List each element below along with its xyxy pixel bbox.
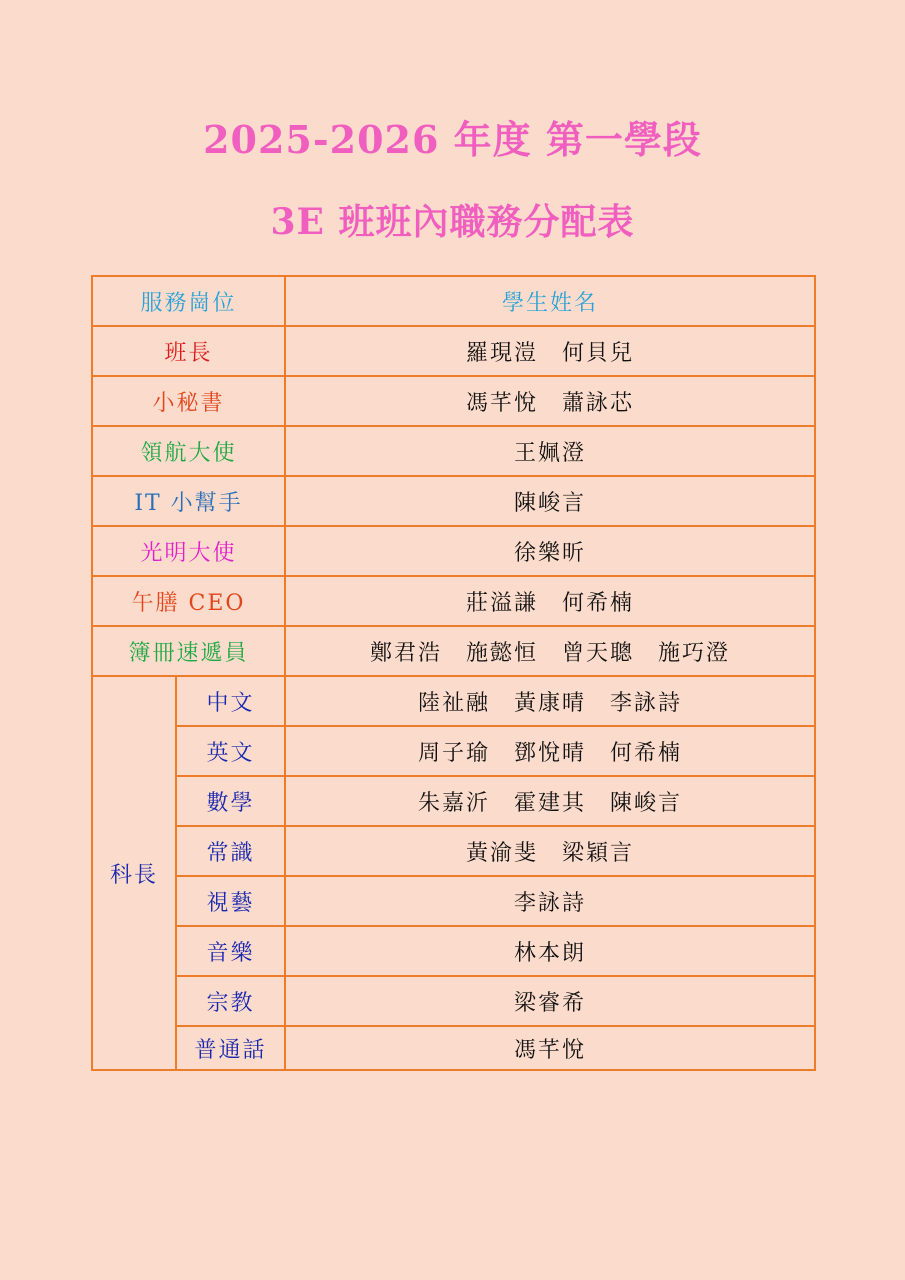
role-label: 小秘書 [92, 376, 285, 426]
table-header-row [92, 276, 815, 326]
subject-names: 李詠詩 [285, 876, 815, 926]
table-row [92, 926, 815, 976]
subject-label: 視藝 [176, 876, 285, 926]
subject-label: 數學 [176, 776, 285, 826]
role-names: 馮芊悅 蕭詠芯 [285, 376, 815, 426]
table-row [92, 876, 815, 926]
subject-names: 朱嘉沂 霍建其 陳峻言 [285, 776, 815, 826]
title-year-term: 2025-2026 年度 第一學段 [203, 117, 702, 162]
subject-label: 宗教 [176, 976, 285, 1026]
table-row [92, 1026, 815, 1070]
table-row [92, 526, 815, 576]
table-row [92, 826, 815, 876]
role-label: 簿冊速遞員 [92, 626, 285, 676]
header-student-names: 學生姓名 [285, 276, 815, 326]
table-row [92, 976, 815, 1026]
subject-label: 常識 [176, 826, 285, 876]
table-row [92, 776, 815, 826]
role-label: 領航大使 [92, 426, 285, 476]
role-label: 班長 [92, 326, 285, 376]
table-row [92, 626, 815, 676]
subject-names: 馮芊悅 [285, 1026, 815, 1070]
subject-label: 中文 [176, 676, 285, 726]
subject-group-label: 科長 [92, 676, 176, 1070]
subject-names: 周子瑜 鄧悅晴 何希楠 [285, 726, 815, 776]
role-names: 鄭君浩 施懿恒 曾天聰 施巧澄 [285, 626, 815, 676]
subject-label: 普通話 [176, 1026, 285, 1070]
role-names: 徐樂昕 [285, 526, 815, 576]
table-row [92, 376, 815, 426]
table-row [92, 726, 815, 776]
role-label: 光明大使 [92, 526, 285, 576]
table-row [92, 676, 815, 726]
table-row [92, 576, 815, 626]
role-label: 午膳 CEO [92, 576, 285, 626]
subject-label: 音樂 [176, 926, 285, 976]
role-names: 莊溢謙 何希楠 [285, 576, 815, 626]
table-row [92, 326, 815, 376]
subject-label: 英文 [176, 726, 285, 776]
role-label: IT 小幫手 [92, 476, 285, 526]
subject-names: 林本朗 [285, 926, 815, 976]
table-row [92, 476, 815, 526]
table-row [92, 426, 815, 476]
duty-table [91, 275, 816, 1071]
title-class-duty-table: 3E 班班內職務分配表 [270, 201, 635, 243]
header-position: 服務崗位 [92, 276, 285, 326]
role-names: 陳峻言 [285, 476, 815, 526]
subject-names: 陸祉融 黃康晴 李詠詩 [285, 676, 815, 726]
role-names: 羅現溰 何貝兒 [285, 326, 815, 376]
subject-names: 梁睿希 [285, 976, 815, 1026]
role-names: 王姵澄 [285, 426, 815, 476]
subject-names: 黃渝斐 梁穎言 [285, 826, 815, 876]
